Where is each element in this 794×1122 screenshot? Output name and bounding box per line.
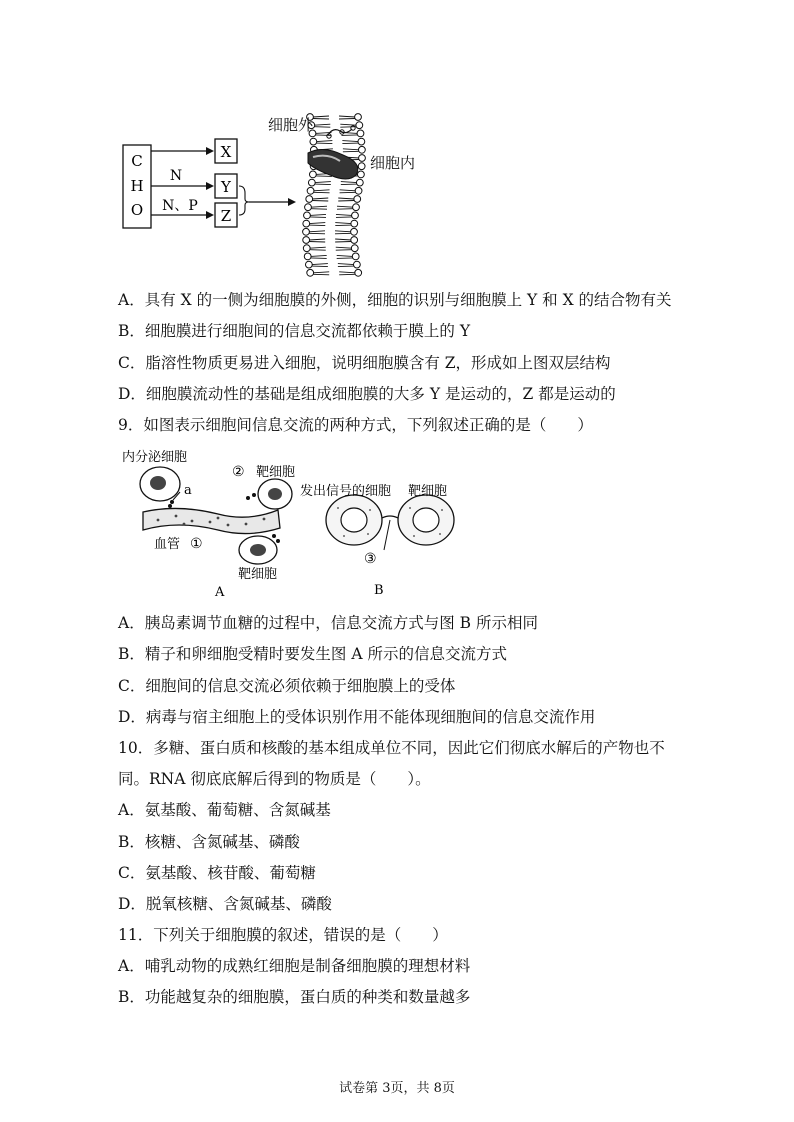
label-a: a — [184, 483, 192, 498]
arrow-np-label: N、P — [162, 198, 198, 214]
page-footer: 试卷第 3页，共 8页 — [339, 1081, 455, 1096]
q8-option-b: B．细胞膜进行细胞间的信息交流都依赖于膜上的 Y — [118, 322, 471, 340]
q9-option-a: A．胰岛素调节血糖的过程中，信息交流方式与图 B 所示相同 — [118, 614, 538, 632]
signaling-figure-svg — [118, 448, 478, 600]
signaling-figure — [118, 448, 478, 600]
q11-option-b: B．功能越复杂的细胞膜，蛋白质的种类和数量越多 — [118, 988, 471, 1006]
q10-option-c: C．氨基酸、核苷酸、葡萄糖 — [118, 864, 316, 882]
element-o: O — [130, 201, 144, 219]
arrow-n-label: N — [169, 168, 183, 184]
target-label-top: 靶细胞 — [256, 465, 296, 480]
q10-option-a: A．氨基酸、葡萄糖、含氮碱基 — [118, 801, 331, 819]
box-x: X — [220, 143, 232, 161]
endocrine-label: 内分泌细胞 — [122, 450, 188, 465]
q8-option-a: A．具有 X 的一侧为细胞膜的外侧，细胞的识别与细胞膜上 Y 和 X 的结合物有关 — [118, 291, 672, 309]
blood-vessel — [143, 508, 280, 533]
box-y: Y — [221, 178, 231, 196]
target-label-bottom: 靶细胞 — [238, 567, 278, 582]
q9-stem: 9．如图表示细胞间信息交流的两种方式，下列叙述正确的是（ ） — [118, 416, 593, 434]
q10-option-b: B．核糖、含氮碱基、磷酸 — [118, 833, 300, 851]
element-h: H — [130, 177, 144, 195]
circle-3-label: ③ — [364, 551, 377, 567]
q11-stem: 11．下列关于细胞膜的叙述，错误的是（ ） — [118, 926, 448, 944]
circle-2-label: ② — [232, 464, 245, 480]
vessel-label: 血管 — [154, 537, 181, 552]
q9-option-c: C．细胞间的信息交流必须依赖于细胞膜上的受体 — [118, 677, 456, 695]
q8-option-c: C．脂溶性物质更易进入细胞，说明细胞膜含有 Z，形成如上图双层结构 — [118, 354, 611, 372]
q11-option-a: A．哺乳动物的成熟红细胞是制备细胞膜的理想材料 — [118, 957, 471, 975]
q10-option-d: D．脱氧核糖、含氮碱基、磷酸 — [118, 895, 332, 913]
outside-label: 细胞外 — [268, 116, 314, 134]
box-z: Z — [220, 207, 232, 225]
q10-stem-line2: 同。RNA 彻底底解后得到的物质是（ ）。 — [118, 770, 431, 788]
q9-option-d: D．病毒与宿主细胞上的受体识别作用不能体现细胞间的信息交流作用 — [118, 708, 596, 726]
signal-cell-label: 发出信号的细胞 — [300, 484, 392, 499]
circle-1-label: ① — [190, 536, 203, 552]
element-c: C — [131, 152, 143, 170]
q9-option-b: B．精子和卵细胞受精时要发生图 A 所示的信息交流方式 — [118, 645, 507, 663]
q10-stem-line1: 10．多糖、蛋白质和核酸的基本组成单位不同，因此它们彻底水解后的产物也不 — [118, 739, 665, 757]
inside-label: 细胞内 — [370, 154, 416, 172]
lipid-bilayer — [303, 114, 366, 277]
caption-b: B — [374, 583, 384, 598]
target-label-b: 靶细胞 — [408, 484, 448, 499]
q8-option-d: D．细胞膜流动性的基础是组成细胞膜的大多 Y 是运动的，Z 都是运动的 — [118, 385, 616, 403]
caption-a: A — [215, 585, 225, 600]
